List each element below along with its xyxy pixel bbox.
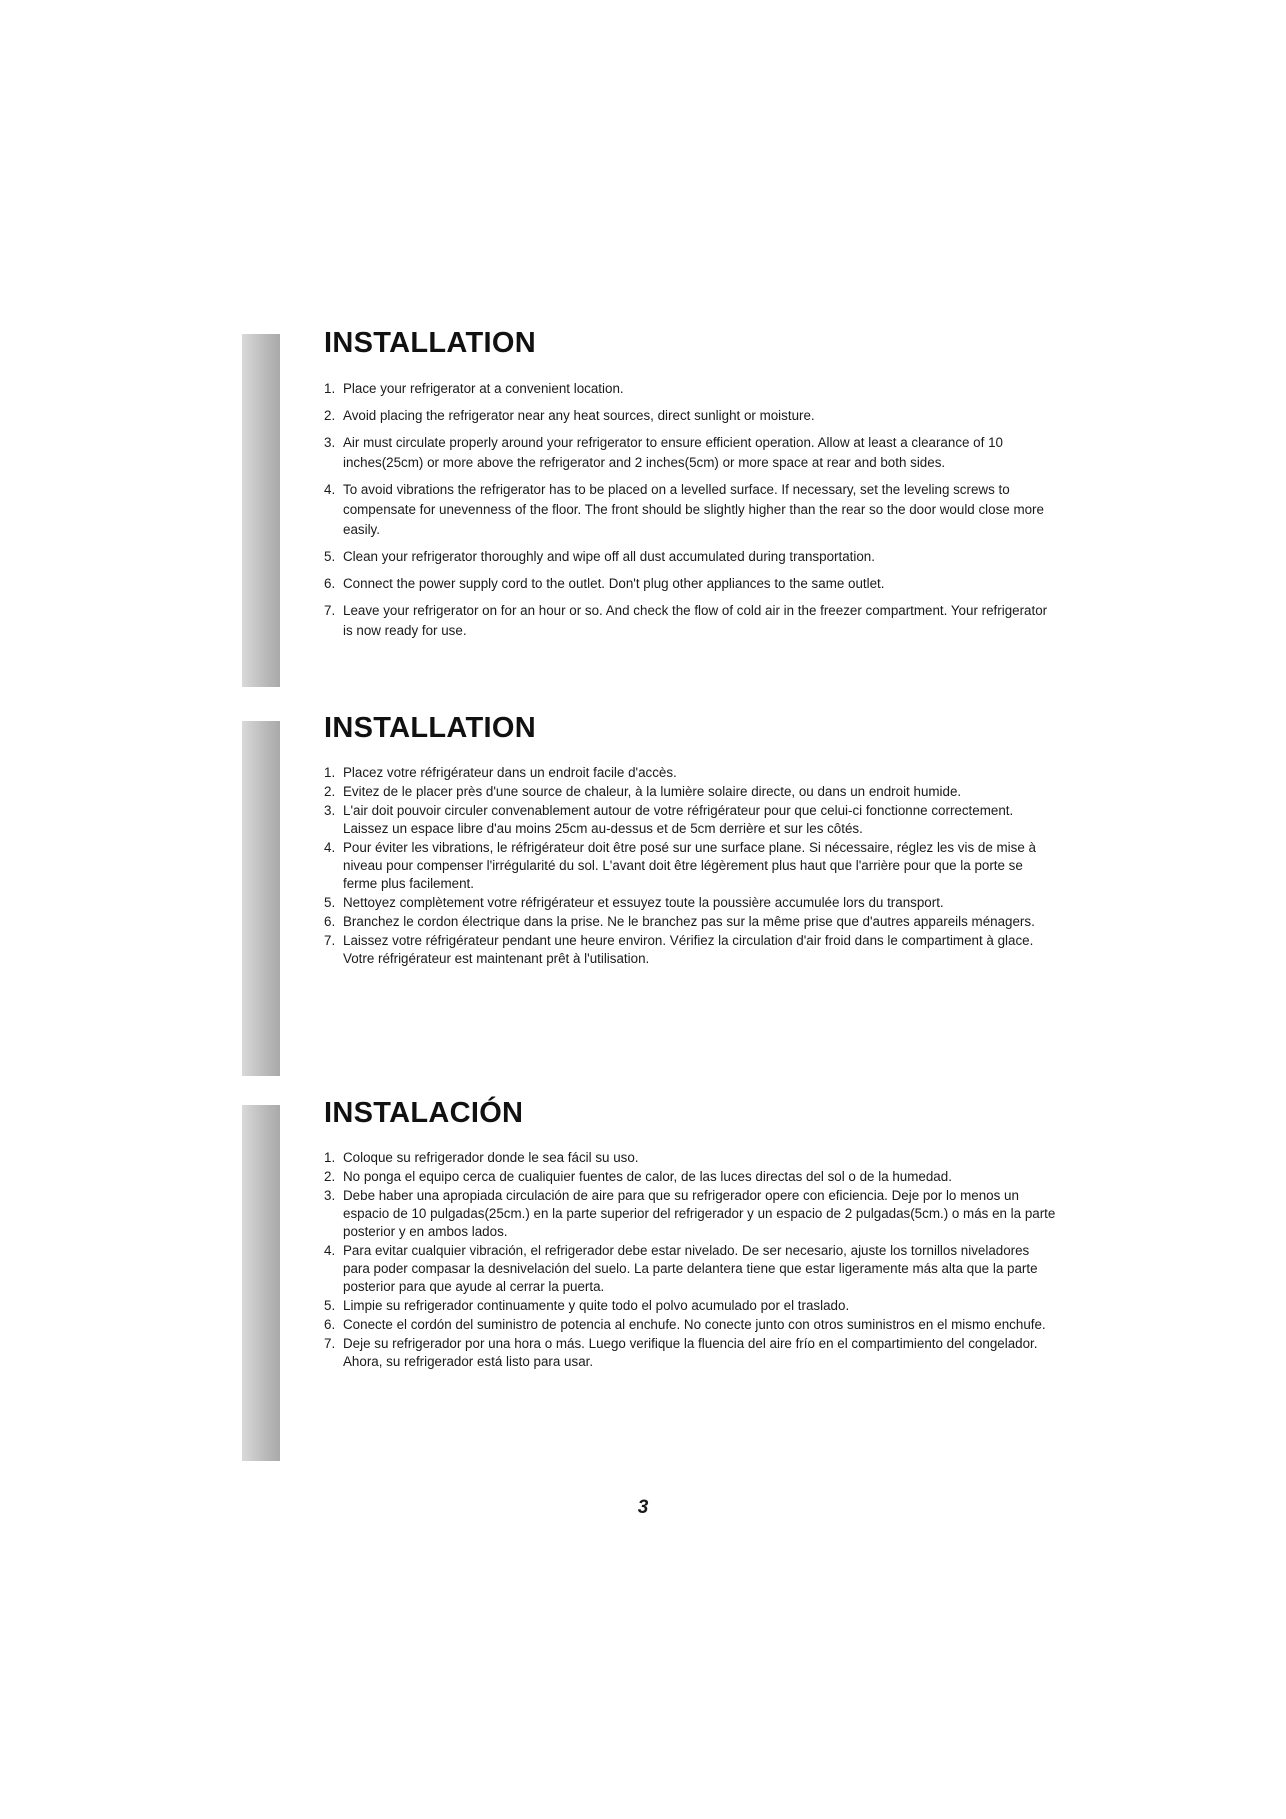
item-text: Pour éviter les vibrations, le réfrigérateur doit être posé sur une surface plane. Si nécessaire, réglez les vis de mise à niveau pour compenser l'irrégularité du sol. L'avant doit être légèrement plus haut que l'arrière pour que la porte se ferme plus facilement. — [343, 840, 1036, 891]
item-text: To avoid vibrations the refrigerator has to be placed on a levelled surface. If necessary, set the leveling screws to compensate for unevenness of the floor. The front should be slightly higher than the rear so the door would close more easily. — [343, 482, 1044, 537]
list-item: 2. Evitez de le placer près d'une source de chaleur, à la lumière solaire directe, ou dans un endroit humide. — [324, 784, 962, 799]
item-text: Air must circulate properly around your refrigerator to ensure efficient operation. Allow at least a clearance of 10 inches(25cm) or more above the refrigerator and 2 inches(5cm) or more space at rear and both sides. — [343, 435, 1003, 470]
list-item: 2. No ponga el equipo cerca de cualiquier fuentes de calor, de las luces directas del sol o de la humedad. — [324, 1169, 952, 1184]
item-text: Coloque su refrigerador donde le sea fácil su uso. — [343, 1150, 639, 1165]
instruction-list — [324, 764, 1059, 969]
item-text: Branchez le cordon électrique dans la prise. Ne le branchez pas sur la même prise que d'autres appareils ménagers. — [343, 914, 1035, 929]
list-item: 5. Clean your refrigerator thoroughly and wipe off all dust accumulated during transportation. — [324, 549, 875, 564]
list-item: 1. Coloque su refrigerador donde le sea fácil su uso. — [324, 1150, 639, 1165]
list-item: 1. Place your refrigerator at a convenient location. — [324, 381, 624, 396]
list-item: 3. Debe haber una apropiada circulación de aire para que su refrigerador opere con eficiencia. Deje por lo menos un espacio de 10 pulgadas(25cm.) en la parte superior del refrigerador y un espacio de 2 pulgadas(5cm.) o más en la parte posterior y en ambos lados. — [324, 1188, 1056, 1239]
item-text: Limpie su refrigerador continuamente y quite todo el polvo acumulado por el traslado. — [343, 1298, 850, 1313]
item-text: Avoid placing the refrigerator near any heat sources, direct sunlight or moisture. — [343, 408, 815, 423]
item-text: Evitez de le placer près d'une source de chaleur, à la lumière solaire directe, ou dans un endroit humide. — [343, 784, 962, 799]
list-item: 6. Connect the power supply cord to the outlet. Don't plug other appliances to the same outlet. — [324, 576, 885, 591]
item-text: Nettoyez complètement votre réfrigérateur et essuyez toute la poussière accumulée lors du transport. — [343, 895, 944, 910]
list-item: 5. Nettoyez complètement votre réfrigérateur et essuyez toute la poussière accumulée lors du transport. — [324, 895, 944, 910]
item-text: Clean your refrigerator thoroughly and wipe off all dust accumulated during transportation. — [343, 549, 875, 564]
page-number: 3 — [637, 1497, 649, 1518]
section-side-bar — [242, 721, 280, 1076]
item-text: L'air doit pouvoir circuler convenablement autour de votre réfrigérateur pour que celui-ci fonctionne correctement. Laissez un espace libre d'au moins 25cm au-dessus et de 5cm derrière et sur les côtés. — [343, 803, 1014, 836]
item-text: Conecte el cordón del suministro de potencia al enchufe. No conecte junto con otros suministros en el mismo enchufe. — [343, 1317, 1046, 1332]
instruction-list — [324, 379, 1059, 648]
section-title: INSTALLATION — [324, 712, 536, 744]
item-text: Laissez votre réfrigérateur pendant une heure environ. Vérifiez la circulation d'air froid dans le compartiment à glace. Votre réfrigérateur est maintenant prêt à l'utilisation. — [343, 933, 1034, 966]
item-text: Debe haber una apropiada circulación de aire para que su refrigerador opere con eficiencia. Deje por lo menos un espacio de 10 pulgadas(25cm.) en la parte superior del refrigerador y un espacio de 2 pulgadas(5cm.) o más en la parte posterior y en ambos lados. — [343, 1188, 1056, 1239]
section-title: INSTALLATION — [324, 327, 536, 359]
list-item: 7. Deje su refrigerador por una hora o más. Luego verifique la fluencia del aire frío en el compartimiento del congelador. Ahora, su refrigerador está listo para usar. — [324, 1336, 1038, 1369]
list-item: 3. Air must circulate properly around your refrigerator to ensure efficient operation. Allow at least a clearance of 10 inches(25cm) or more above the refrigerator and 2 inches(5cm) or more space at rear and both sides. — [324, 435, 1003, 470]
item-text: Place your refrigerator at a convenient location. — [343, 381, 624, 396]
list-item: 4. Para evitar cualquier vibración, el refrigerador debe estar nivelado. De ser necesario, ajuste los tornillos niveladores para poder compasar la desnivelación del suelo. La parte delantera tiene que estar ligeramente más alta que la parte posterior para que ayude al cerrar la puerta. — [324, 1243, 1038, 1294]
list-item: 5. Limpie su refrigerador continuamente y quite todo el polvo acumulado por el traslado. — [324, 1298, 850, 1313]
section-side-bar — [242, 334, 280, 687]
item-text: Para evitar cualquier vibración, el refrigerador debe estar nivelado. De ser necesario, ajuste los tornillos niveladores para poder compasar la desnivelación del suelo. La parte delantera tiene que estar ligeramente más alta que la parte posterior para que ayude al cerrar la puerta. — [343, 1243, 1038, 1294]
section-side-bar — [242, 1105, 280, 1461]
instruction-list — [324, 1149, 1059, 1372]
list-item: 6. Branchez le cordon électrique dans la prise. Ne le branchez pas sur la même prise que d'autres appareils ménagers. — [324, 914, 1035, 929]
list-item: 7. Laissez votre réfrigérateur pendant une heure environ. Vérifiez la circulation d'air froid dans le compartiment à glace. Votre réfrigérateur est maintenant prêt à l'utilisation. — [324, 933, 1034, 966]
item-text: Connect the power supply cord to the outlet. Don't plug other appliances to the same outlet. — [343, 576, 885, 591]
item-text: Placez votre réfrigérateur dans un endroit facile d'accès. — [343, 765, 677, 780]
list-item: 6. Conecte el cordón del suministro de potencia al enchufe. No conecte junto con otros suministros en el mismo enchufe. — [324, 1317, 1046, 1332]
list-item: 7. Leave your refrigerator on for an hour or so. And check the flow of cold air in the freezer compartment. Your refrigerator is now ready for use. — [324, 603, 1048, 638]
item-text: Leave your refrigerator on for an hour or so. And check the flow of cold air in the freezer compartment. Your refrigerator is now ready for use. — [343, 603, 1048, 638]
section-title: INSTALACIÓN — [324, 1097, 524, 1129]
item-text: No ponga el equipo cerca de cualiquier fuentes de calor, de las luces directas del sol o de la humedad. — [343, 1169, 952, 1184]
list-item: 4. To avoid vibrations the refrigerator has to be placed on a levelled surface. If necessary, set the leveling screws to compensate for unevenness of the floor. The front should be slightly higher than the rear so the door would close more easily. — [324, 482, 1044, 537]
item-text: Deje su refrigerador por una hora o más. Luego verifique la fluencia del aire frío en el compartimiento del congelador. Ahora, su refrigerador está listo para usar. — [343, 1336, 1038, 1369]
list-item: 1. Placez votre réfrigérateur dans un endroit facile d'accès. — [324, 765, 677, 780]
list-item: 2. Avoid placing the refrigerator near any heat sources, direct sunlight or moisture. — [324, 408, 815, 423]
list-item: 3. L'air doit pouvoir circuler convenablement autour de votre réfrigérateur pour que celui-ci fonctionne correctement. Laissez un espace libre d'au moins 25cm au-dessus et de 5cm derrière et sur les côtés. — [324, 803, 1014, 836]
list-item: 4. Pour éviter les vibrations, le réfrigérateur doit être posé sur une surface plane. Si nécessaire, réglez les vis de mise à niveau pour compenser l'irrégularité du sol. L'avant doit être légèrement plus haut que l'arrière pour que la porte se ferme plus facilement. — [324, 840, 1036, 891]
